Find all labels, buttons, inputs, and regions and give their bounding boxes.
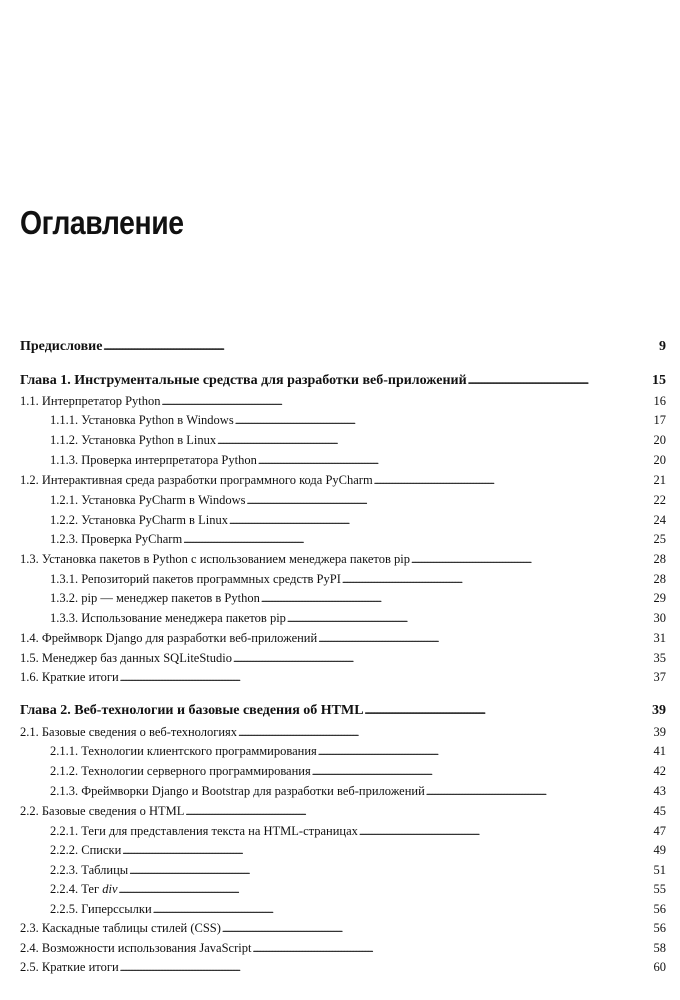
toc-entry[interactable] [20,392,666,412]
toc-entry-page: 39 [653,725,666,739]
toc-entry-page: 51 [653,863,666,877]
toc-entry-text: 1.1.3. Проверка интерпретатора Python [50,453,257,467]
toc-entry-text: 1.1.1. Установка Python в Windows [50,413,234,427]
toc-entry[interactable] [20,762,666,782]
toc-entry[interactable] [20,530,666,550]
toc-entry[interactable] [20,431,666,451]
leader-dots [229,511,653,531]
toc-entry[interactable] [20,841,666,861]
leader-dots [374,471,653,491]
toc-entry-text: 2.1.3. Фреймворки Django и Bootstrap для разработки веб-приложений [50,784,425,798]
leader-dots [318,629,652,649]
toc-entry[interactable] [20,609,666,629]
toc-entry-page: 20 [653,453,666,467]
toc-entry-text: 2.4. Возможности использования JavaScript [20,941,252,955]
toc-entry-page: 55 [653,882,666,896]
toc-entry-text: 1.4. Фреймворк Django для разработки веб-приложений [20,631,318,645]
toc-entry-page: 31 [653,631,666,645]
toc-entry[interactable] [20,550,666,570]
toc-entry[interactable] [20,802,666,822]
toc-entry-page: 49 [653,843,666,857]
leader-dots [411,550,653,570]
leader-dots [162,392,653,412]
toc-entry-page: 28 [653,552,666,566]
toc-entry-page: 56 [653,902,666,916]
italic-tag-name: div [102,882,118,896]
toc-entry-preface[interactable] [20,338,666,357]
toc-entry-page: 25 [653,532,666,546]
toc-entry-text: 1.3.1. Репозиторий пакетов программных средств PyPI [50,572,341,586]
leader-dots [103,338,653,357]
toc-entry-chapter-2[interactable] [20,702,666,721]
toc-entry[interactable] [20,511,666,531]
toc-entry-text: 1.2.2. Установка PyCharm в Linux [50,513,228,527]
toc-entry[interactable] [20,782,666,802]
toc-entry[interactable] [20,919,666,939]
leader-dots [235,411,653,431]
toc-entry-page: 37 [653,670,666,684]
toc-entry-text: 1.2.3. Проверка PyCharm [50,532,183,546]
toc-entry-page: 20 [653,433,666,447]
toc-entry-text: 2.2. Базовые сведения о HTML [20,804,185,818]
toc-entry-page: 47 [653,824,666,838]
toc-entry-text-main: 2.2.4. Тег [50,882,100,896]
toc-entry[interactable] [20,742,666,762]
toc-entry-text: 1.1.2. Установка Python в Linux [50,433,217,447]
toc-entry-page: 60 [653,960,666,974]
toc-entry-text: 2.3. Каскадные таблицы стилей (CSS) [20,921,221,935]
toc-entry[interactable] [20,880,666,900]
toc-entry[interactable] [20,958,666,978]
leader-dots [318,742,653,762]
leader-dots [258,451,653,471]
toc-entry-text: 1.3.2. pip — менеджер пакетов в Python [50,591,260,605]
leader-dots [312,762,653,782]
toc-entry-text: 1.5. Менеджер баз данных SQLiteStudio [20,651,232,665]
toc-entry[interactable] [20,723,666,743]
toc-entry[interactable] [20,589,666,609]
toc-entry-text: 2.2.5. Гиперссылки [50,902,152,916]
leader-dots [217,431,652,451]
leader-dots [129,861,652,881]
leader-dots [365,702,651,721]
toc-entry-text: Глава 1. Инструментальные средства для разработки веб-приложений [20,373,467,388]
toc-entry-page: 24 [653,513,666,527]
toc-entry-text: 1.6. Краткие итоги [20,670,119,684]
leader-dots [252,939,652,959]
toc-entry-text: 1.2. Интерактивная среда разработки программного кода PyCharm [20,473,373,487]
leader-dots [468,372,651,391]
toc-entry-page: 30 [653,611,666,625]
toc-entry-page: 17 [653,413,666,427]
page-title: Оглавление [20,204,184,241]
toc-entry[interactable] [20,649,666,669]
toc-entry[interactable] [20,861,666,881]
toc-entry-text: 2.2.1. Теги для представления текста на HTML-страницах [50,824,358,838]
toc-entry[interactable] [20,570,666,590]
leader-dots [261,589,653,609]
leader-dots [287,609,653,629]
toc-entry-page: 43 [653,784,666,798]
toc-entry[interactable] [20,411,666,431]
toc-entry-page: 16 [653,394,666,408]
leader-dots [153,900,653,920]
toc-entry-page: 22 [653,493,666,507]
toc-entry-page: 58 [653,941,666,955]
toc-entry-text: 2.1. Базовые сведения о веб-технологиях [20,725,238,739]
toc-entry-text: 1.1. Интерпретатор Python [20,394,161,408]
toc-entry-text: 2.5. Краткие итоги [20,960,119,974]
toc-entry[interactable] [20,939,666,959]
toc-entry-page: 39 [652,703,666,718]
toc-entry-text: 1.3.3. Использование менеджера пакетов pip [50,611,286,625]
toc-entry-page: 9 [659,339,666,354]
leader-dots [342,570,653,590]
toc-entry-text: 2.1.1. Технологии клиентского программирования [50,744,317,758]
toc-entry[interactable] [20,822,666,842]
toc-entry-text: Глава 2. Веб-технологии и базовые сведения об HTML [20,703,364,718]
leader-dots [183,530,652,550]
toc-entry[interactable] [20,471,666,491]
toc-entry-chapter-1[interactable] [20,372,666,391]
toc-entry-page: 15 [652,373,666,388]
leader-dots [359,822,653,842]
leader-dots [185,802,652,822]
leader-dots [426,782,653,802]
toc-entry-page: 29 [653,591,666,605]
toc-entry-text: 2.1.2. Технологии серверного программирования [50,764,311,778]
toc-entry-page: 21 [653,473,666,487]
toc-entry-text: 1.3. Установка пакетов в Python с использованием менеджера пакетов pip [20,552,410,566]
leader-dots [238,723,652,743]
toc-entry-page: 56 [653,921,666,935]
toc-entry-text: 2.2.2. Списки [50,843,122,857]
toc-entry-page: 28 [653,572,666,586]
toc-entry[interactable] [20,629,666,649]
toc-entry-page: 42 [653,764,666,778]
leader-dots [120,668,653,688]
toc-entry-text [50,880,118,898]
toc-entry-page: 41 [653,744,666,758]
toc-entry-text: 2.2.3. Таблицы [50,863,129,877]
toc-entry-page: 35 [653,651,666,665]
leader-dots [119,880,653,900]
toc-entry[interactable] [20,668,666,688]
toc-entry-page: 45 [653,804,666,818]
toc-entry[interactable] [20,451,666,471]
toc-entry-text: 1.2.1. Установка PyCharm в Windows [50,493,246,507]
leader-dots [222,919,653,939]
toc-entry-text: Предисловие [20,339,103,354]
leader-dots [122,841,652,861]
toc-entry[interactable] [20,900,666,920]
leader-dots [120,958,653,978]
toc-entry[interactable] [20,491,666,511]
leader-dots [247,491,653,511]
leader-dots [233,649,653,669]
